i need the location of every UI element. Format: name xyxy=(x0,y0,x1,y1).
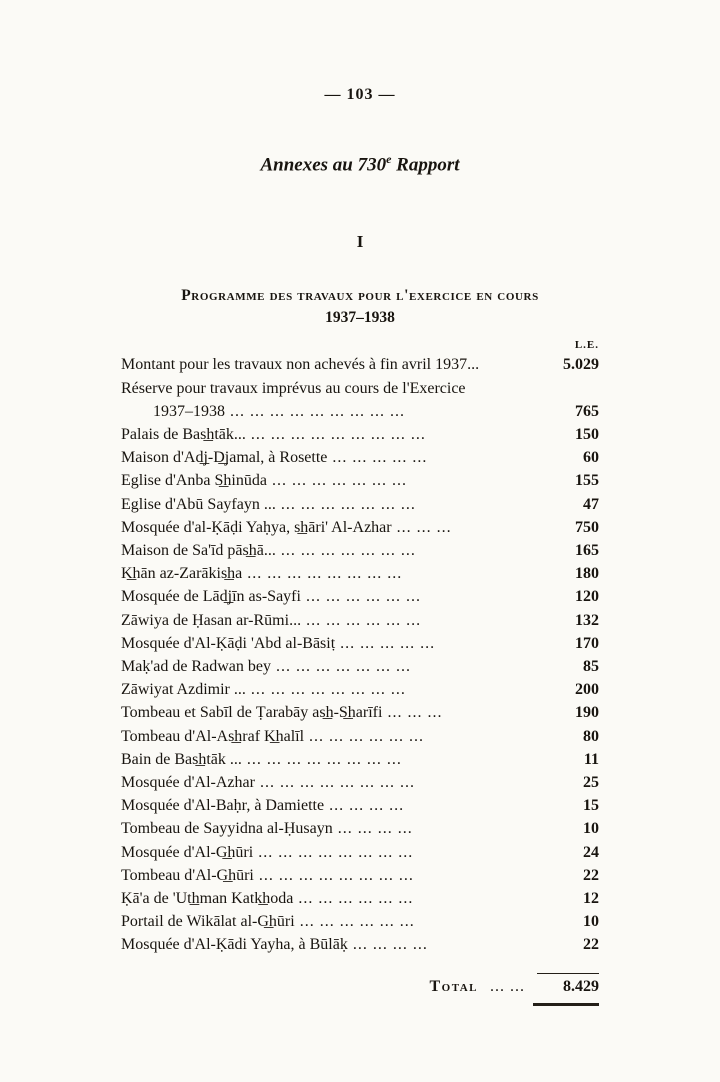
entry-label: Bain de Bas͟htāk ... xyxy=(121,750,242,768)
table-row xyxy=(121,632,599,655)
entry-label: K͟hān az-Zarākis͟ha xyxy=(121,565,243,583)
entry-amount: 750 xyxy=(575,518,599,536)
entry-label: 1937–1938 xyxy=(153,402,225,420)
dot-leader: ... ... ... ... ... ... xyxy=(306,611,422,629)
programme-heading: Programme des travaux pour l'exercice en cours xyxy=(181,287,539,305)
dot-leader: ... ... ... ... ... ... ... xyxy=(271,472,407,490)
table-row xyxy=(121,400,599,423)
table-row xyxy=(121,887,599,910)
page-content xyxy=(121,86,599,1006)
dot-leader: ... ... ... ... ... ... xyxy=(298,890,414,907)
entry-label: Maison de Sa'īd pās͟hā... xyxy=(121,541,276,559)
entry-amount: 24 xyxy=(583,843,599,861)
table-row xyxy=(121,353,599,376)
report-title-suffix: Rapport xyxy=(391,154,460,176)
dot-leader: ... ... ... ... ... ... ... ... ... xyxy=(250,425,426,443)
entry-label-line1: Réserve pour travaux imprévus au cours de l'Exercice xyxy=(121,379,466,397)
entry-label: Mosquée d'Al-G͟hūri xyxy=(121,843,254,861)
entry-label: Mosquée de Lād͟jīn as-Sayfi xyxy=(121,588,301,606)
entry-amount: 120 xyxy=(575,588,599,606)
table-row xyxy=(121,701,599,724)
table-row xyxy=(121,817,599,840)
entry-amount: 11 xyxy=(583,750,599,768)
total-row xyxy=(121,973,599,996)
entry-label: Mosquée d'al-Ḳāḍi Yaḥya, s͟hāri' Al-Azhar xyxy=(121,518,392,536)
entry-label: Zāwiya de Ḥasan ar-Rūmi... xyxy=(121,611,302,629)
entry-amount: 765 xyxy=(575,402,599,420)
entry-amount: 190 xyxy=(575,704,599,722)
total-amount: 8.429 xyxy=(537,973,599,996)
dot-leader: ... ... ... ... ... xyxy=(340,634,436,652)
dot-leader: ... ... ... ... xyxy=(352,936,428,954)
dot-leader: ... ... ... ... ... ... xyxy=(305,588,421,606)
table-row xyxy=(121,562,599,585)
dot-leader: ... ... ... ... ... ... ... xyxy=(275,657,411,675)
entry-label: Palais de Bas͟htāk... xyxy=(121,425,246,443)
report-title-superscript: e xyxy=(386,152,392,166)
report-title xyxy=(121,152,599,176)
dot-leader: ... ... ... ... ... ... ... xyxy=(280,495,416,513)
dot-leader: ... ... ... ... ... ... ... ... xyxy=(250,681,406,699)
entry-amount: 22 xyxy=(583,936,599,954)
section-numeral: I xyxy=(356,232,364,252)
entry-label: Zāwiyat Azdimir ... xyxy=(121,681,246,699)
entry-amount: 132 xyxy=(575,611,599,629)
entry-label: Montant pour les travaux non achevés à fin avril 1937... xyxy=(121,356,480,374)
table-row xyxy=(121,794,599,817)
total-dot-leader: ... ... xyxy=(490,977,525,995)
dot-leader: ... ... ... ... ... ... ... ... xyxy=(258,843,414,861)
entry-label: Mosquée d'Al-Baḥr, à Damiette xyxy=(121,797,325,815)
entry-label: Ḳā'a de 'Ut͟hman Katk͟hoda xyxy=(121,890,294,907)
entry-label: Tombeau de Sayyidna al-Ḥusayn xyxy=(121,820,333,838)
entries-list xyxy=(121,353,599,956)
currency-column-header: L.E. xyxy=(574,339,599,352)
table-row xyxy=(121,585,599,608)
entry-amount: 60 xyxy=(583,449,599,467)
dot-leader: ... ... ... ... ... ... ... ... xyxy=(258,866,414,884)
entry-label: Mosquée d'Al-Ḳāḍi 'Abd al-Bāsiṭ xyxy=(121,634,336,652)
entry-label: Tombeau d'Al-As͟hraf K͟halīl xyxy=(121,727,305,745)
page-number: — 103 — xyxy=(324,86,396,103)
entry-amount: 150 xyxy=(575,425,599,443)
total-label: Total xyxy=(429,977,478,995)
entry-amount: 12 xyxy=(583,890,599,907)
fiscal-year: 1937–1938 xyxy=(325,309,395,327)
table-row xyxy=(121,678,599,701)
entry-amount: 15 xyxy=(583,797,599,815)
dot-leader: ... ... ... ... xyxy=(329,797,405,815)
entry-label: Mosquée d'Al-Azhar xyxy=(121,773,255,791)
total-block xyxy=(121,973,599,1006)
entry-label: Tombeau et Sabīl de Ṭarabāy as͟h-S͟harīfi xyxy=(121,704,383,722)
table-row xyxy=(121,910,599,933)
entry-amount: 165 xyxy=(575,541,599,559)
entry-amount: 47 xyxy=(583,495,599,513)
entry-label: Maḳ'ad de Radwan bey xyxy=(121,657,271,675)
entry-amount: 5.029 xyxy=(563,356,599,374)
table-row xyxy=(121,841,599,864)
table-row xyxy=(121,516,599,539)
entry-amount: 85 xyxy=(583,657,599,675)
dot-leader: ... ... ... ... ... ... ... ... xyxy=(259,773,415,791)
dot-leader: ... ... ... ... ... ... ... xyxy=(280,541,416,559)
table-row xyxy=(121,493,599,516)
dot-leader: ... ... ... ... xyxy=(337,820,413,838)
dot-leader: ... ... ... ... ... ... ... ... ... xyxy=(230,402,405,420)
dot-leader: ... ... ... ... ... ... xyxy=(299,913,415,931)
entry-label: Tombeau d'Al-G͟hūri xyxy=(121,866,254,884)
total-double-rule xyxy=(533,1003,599,1006)
entry-amount: 10 xyxy=(583,913,599,931)
table-row xyxy=(121,423,599,446)
dot-leader: ... ... ... xyxy=(396,518,452,536)
entry-label: Eglise d'Anba S͟hinūda xyxy=(121,472,267,490)
table-row xyxy=(121,864,599,887)
entry-label: Eglise d'Abū Sayfayn ... xyxy=(121,495,276,513)
entry-amount: 25 xyxy=(583,773,599,791)
entry-label: Maison d'Ad͟j-D͟jamal, à Rosette xyxy=(121,449,328,467)
entry-label: Portail de Wikālat al-G͟hūri xyxy=(121,913,295,931)
table-row xyxy=(121,469,599,492)
entry-amount: 10 xyxy=(583,820,599,838)
dot-leader: ... ... ... ... ... xyxy=(332,449,428,467)
entry-amount: 22 xyxy=(583,866,599,884)
dot-leader: ... ... ... ... ... ... ... ... xyxy=(247,565,403,583)
table-row xyxy=(121,609,599,632)
table-row xyxy=(121,933,599,956)
dot-leader: ... ... ... xyxy=(387,704,443,722)
table-row xyxy=(121,446,599,469)
table-row xyxy=(121,655,599,678)
entry-amount: 80 xyxy=(583,727,599,745)
entry-amount: 155 xyxy=(575,472,599,490)
table-row xyxy=(121,748,599,771)
entry-amount: 170 xyxy=(575,634,599,652)
dot-leader: ... ... ... ... ... ... xyxy=(309,727,425,745)
table-row xyxy=(121,539,599,562)
entry-amount: 200 xyxy=(575,681,599,699)
table-row xyxy=(121,725,599,748)
entry-amount: 180 xyxy=(575,565,599,583)
entry-label: Mosquée d'Al-Ḳādi Yayha, à Būlāḳ xyxy=(121,936,348,954)
report-title-text: Annexes au 730 xyxy=(260,154,387,176)
table-row xyxy=(121,771,599,794)
dot-leader: ... ... ... ... ... ... ... ... xyxy=(246,750,402,768)
